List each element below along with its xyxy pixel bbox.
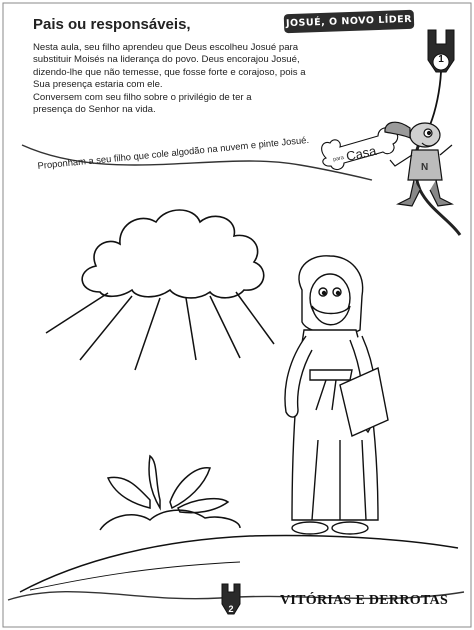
intro-line: Conversem com seu filho sobre o privilégio de ter a — [33, 91, 252, 103]
intro-text — [33, 42, 333, 116]
page-title: Pais ou responsáveis, — [33, 16, 191, 33]
series-badge-label: JOSUÉ, O NOVO LÍDER — [285, 13, 413, 30]
bone-label-small: para — [332, 154, 345, 164]
intro-line: Nesta aula, seu filho aprendeu que Deus escolheu Josué para — [33, 42, 299, 53]
bone-label-big: Casa — [344, 143, 378, 164]
footer-title: VITÓRIAS E DERROTAS — [280, 593, 449, 608]
intro-line: Sua presença estaria com ele. — [33, 79, 163, 91]
page-number: 2 — [228, 604, 234, 614]
intro-line: dizendo-lhe que não temesse, que fosse forte e corajoso, pois a — [33, 66, 306, 78]
activity-instruction: Proponham a seu filho que cole algodão na nuvem e pinte Josué. — [37, 133, 310, 171]
emblem-top-number: 1 — [438, 54, 444, 65]
svg-text:N: N — [421, 162, 429, 173]
intro-line: substituir Moisés na liderança do povo. Deus encorajou Josué, — [33, 54, 300, 66]
intro-line: presença do Senhor na vida. — [33, 104, 156, 116]
